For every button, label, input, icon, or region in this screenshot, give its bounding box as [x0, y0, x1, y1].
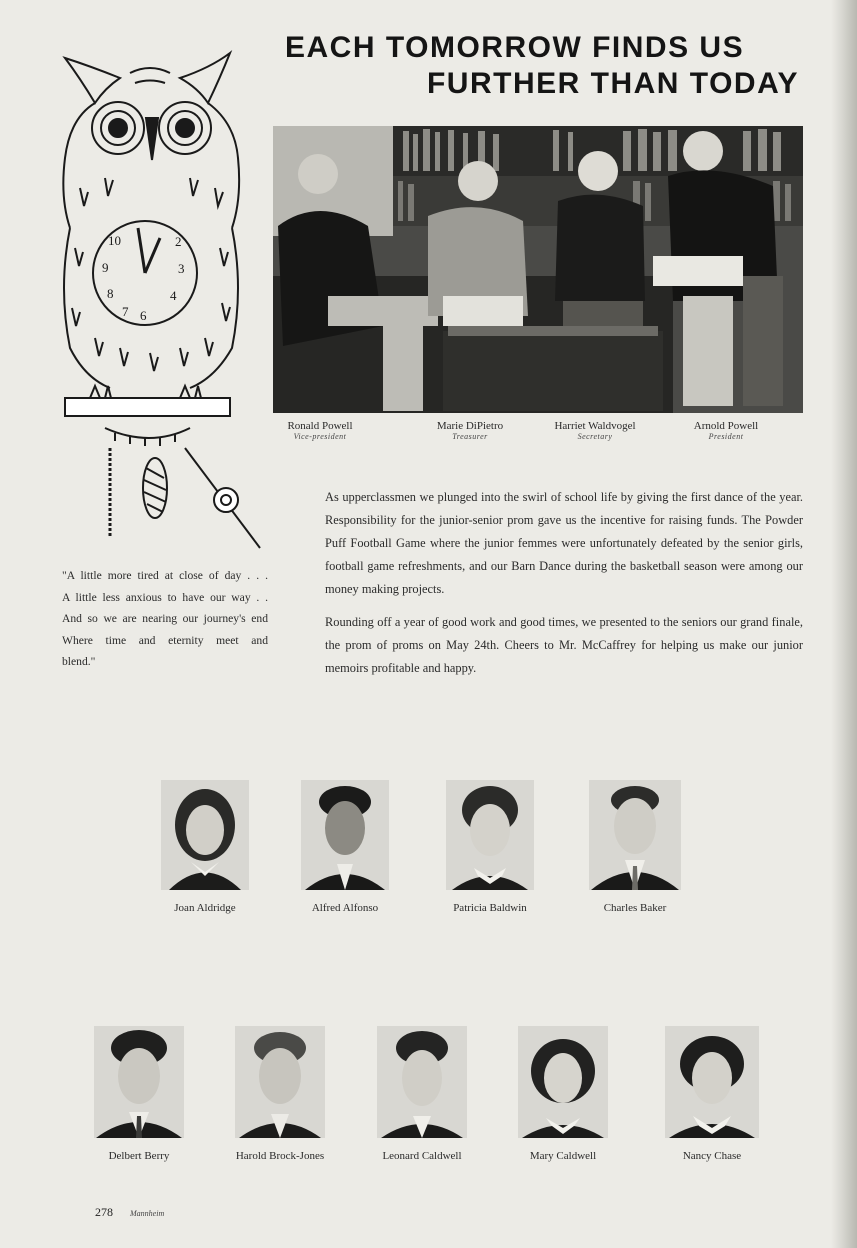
- student-portrait: [657, 1026, 767, 1162]
- officer-caption: [260, 420, 380, 441]
- clock-numeral-7: 7: [122, 304, 129, 319]
- officer-role: President: [708, 432, 744, 441]
- officer-role: Treasurer: [452, 432, 488, 441]
- student-portrait: [508, 1026, 618, 1162]
- body-text: [325, 486, 803, 690]
- portrait-photo: [301, 780, 389, 890]
- body-paragraph: As upperclassmen we plunged into the swirl of school life by giving the first dance of the year. Responsibility for the junior-senior prom gave us the incentive for raising funds. The Powder Puff Football Game where the junior femmes were unfortunately defeated by the senior girls, football game refreshments, and our Barn Dance during the basketball season were among our money making projects.: [325, 490, 803, 596]
- clock-numeral-9: 9: [102, 260, 109, 275]
- portrait-photo: [665, 1026, 759, 1138]
- portrait-name: Alfred Alfonso: [311, 902, 379, 914]
- student-portrait: [580, 780, 690, 914]
- officer-role: Secretary: [577, 432, 613, 441]
- portrait-name: Harold Brock-Jones: [235, 1150, 325, 1162]
- poem-line: Where time and eternity meet and: [62, 633, 268, 647]
- officers-group-photo: [273, 126, 803, 413]
- portrait-name: Delbert Berry: [108, 1150, 170, 1162]
- officer-name: Marie DiPietro: [436, 420, 504, 432]
- officers-captions: [273, 420, 803, 450]
- poem-line: "A little more tired at close of day . . .: [62, 569, 268, 582]
- portrait-name: Joan Aldridge: [174, 902, 236, 914]
- portrait-photo: [518, 1026, 608, 1138]
- poem-line: And so we are nearing our journey's end: [62, 612, 268, 625]
- officer-name: Ronald Powell: [287, 420, 353, 432]
- clock-numeral-2: 2: [175, 234, 182, 249]
- officer-caption: [410, 420, 530, 441]
- portrait-name: Patricia Baldwin: [453, 902, 527, 914]
- student-portrait: [367, 1026, 477, 1162]
- portrait-photo: [161, 780, 249, 890]
- clock-numeral-6: 6: [140, 308, 147, 323]
- owl-clock-illustration: [50, 48, 265, 553]
- student-portrait: [290, 780, 400, 914]
- headline-line-2: FURTHER THAN TODAY: [426, 67, 799, 100]
- portrait-name: Mary Caldwell: [529, 1150, 597, 1162]
- portrait-photo: [377, 1026, 467, 1138]
- poem-line: blend.": [62, 655, 96, 668]
- page-number: 278: [95, 1205, 113, 1219]
- portrait-name: Nancy Chase: [682, 1150, 742, 1162]
- portrait-photo: [446, 780, 534, 890]
- clock-numeral-3: 3: [178, 261, 185, 276]
- portrait-photo: [589, 780, 681, 890]
- officer-caption: [666, 420, 786, 441]
- officer-name: Arnold Powell: [693, 420, 759, 432]
- clock-numeral-8: 8: [107, 286, 114, 301]
- portrait-name: Leonard Caldwell: [382, 1150, 462, 1162]
- page-edge-shadow: [831, 0, 857, 1248]
- clock-numeral-10: 10: [108, 233, 121, 248]
- student-portrait: [84, 1026, 194, 1162]
- body-paragraph: Rounding off a year of good work and good times, we presented to the seniors our grand finale, the prom of proms on May 24th. Cheers to Mr. McCaffrey for helping us make our junior memoirs profitable and happy.: [325, 615, 803, 675]
- book-title: Mannheim: [130, 1209, 165, 1218]
- clock-numeral-4: 4: [170, 288, 177, 303]
- page-headline: [285, 30, 805, 102]
- officer-caption: [535, 420, 655, 441]
- portrait-photo: [235, 1026, 325, 1138]
- poem-quote: [62, 565, 268, 673]
- page-footer: [95, 1205, 164, 1220]
- student-portrait: [435, 780, 545, 914]
- officer-name: Harriet Waldvogel: [554, 420, 636, 432]
- headline-line-1: EACH TOMORROW FINDS US: [285, 31, 745, 64]
- portrait-photo: [94, 1026, 184, 1138]
- portrait-name: Charles Baker: [603, 902, 667, 914]
- poem-line: A little less anxious to have our way . .: [62, 590, 268, 604]
- officer-role: Vice-president: [293, 432, 347, 441]
- student-portrait: [150, 780, 260, 914]
- student-portrait: [225, 1026, 335, 1162]
